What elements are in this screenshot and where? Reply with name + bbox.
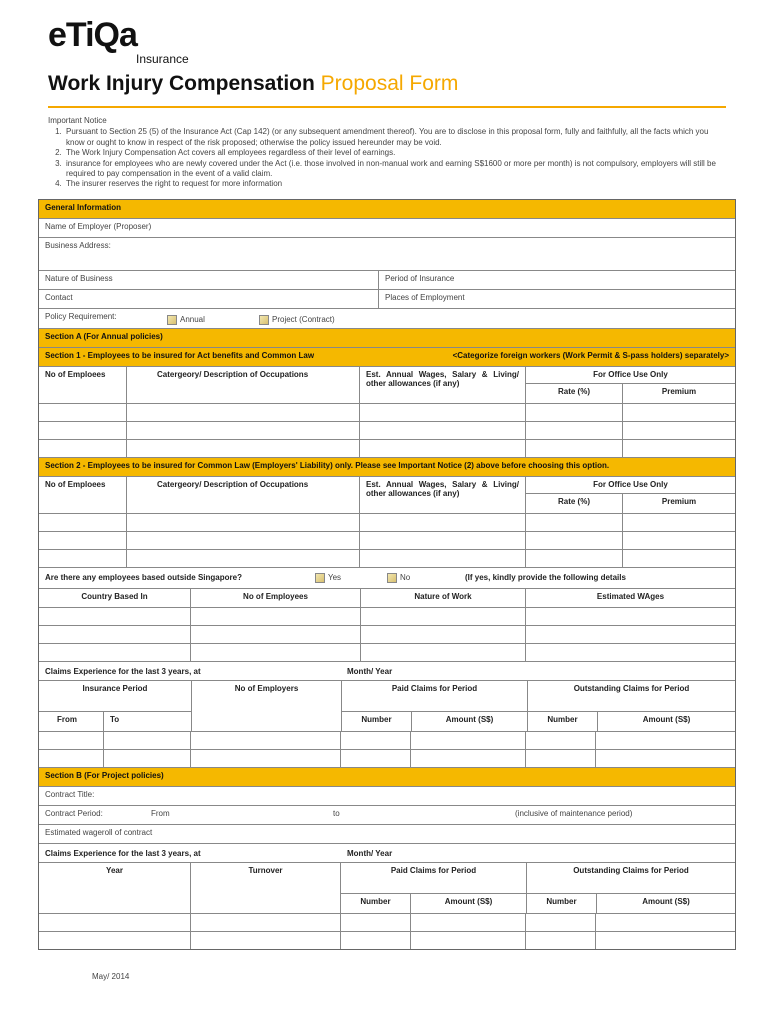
important-notice [48,116,718,190]
col-out-number: Number [527,894,597,913]
col-outstanding-claims: Outstanding Claims for Period [528,681,735,712]
table-row[interactable] [39,532,735,550]
table-row[interactable] [39,404,735,422]
table-row[interactable] [39,626,735,644]
notice-item: 1. Pursuant to Section 25 (5) of the Insurance Act (Cap 142) (or any subsequent amendment thereof). You are to disclose in this proposal form, fully and faithfully, all the facts which you know or ought to know in respect of the risk proposed; otherwise the policy issued hereunder may be void. [64,127,718,148]
claims-experience-label: Claims Experience for the last 3 years, at [45,849,201,858]
table-row[interactable] [39,932,735,949]
table-row[interactable] [39,440,735,458]
wageroll-field[interactable]: Estimated wageroll of contract [45,828,153,837]
yes-label: Yes [328,573,342,583]
col-paid-claims: Paid Claims for Period [342,681,527,712]
outstanding-claims-group [528,681,735,731]
col-description: Catergeory/ Description of Occupations [127,367,360,403]
section-a-heading: Section A (For Annual policies) [39,329,735,347]
col-to: To [110,715,120,724]
col-description: Catergeory/ Description of Occupations [127,477,360,513]
title-divider [48,106,726,108]
title-part1: Work Injury Compensation [48,72,321,95]
office-use-group [526,477,735,513]
outside-no-option[interactable] [381,568,459,588]
col-rate: Rate (%) [526,494,623,513]
col-office-use: For Office Use Only [526,367,735,384]
section-1-heading [39,348,735,366]
notice-item: 2. The Work Injury Compensation Act covers all employees regardless of their level of earnings. [64,148,718,158]
month-year-label: Month/ Year [347,667,393,676]
no-checkbox[interactable] [387,573,397,583]
col-paid-number: Number [341,894,411,913]
yes-checkbox[interactable] [315,573,325,583]
table-row[interactable] [39,550,735,568]
contact-field[interactable]: Contact [39,290,379,308]
project-label: Project (Contract) [272,315,335,325]
title-part2: Proposal Form [320,72,459,95]
col-country: Country Based In [39,589,191,607]
col-paid-amount: Amount (S$) [444,897,493,906]
paid-claims-group [342,681,528,731]
inclusive-note: (inclusive of maintenance period) [515,809,633,818]
col-from: From [39,712,104,731]
col-outstanding-claims: Outstanding Claims for Period [527,863,735,894]
table-row[interactable] [39,914,735,932]
general-info-heading: General Information [39,200,735,218]
page-title [48,72,458,96]
no-label: No [400,573,411,583]
table-row[interactable] [39,514,735,532]
section-1-note: <Categorize foreign workers (Work Permit & S-pass holders) separately> [452,351,729,360]
section-1-title: Section 1 - Employees to be insured for Act benefits and Common Law [45,351,315,360]
claims-experience-label: Claims Experience for the last 3 years, at [45,667,201,676]
col-no-employers: No of Employers [192,681,342,731]
etiqa-logo [48,16,189,66]
col-wages: Est. Annual Wages, Salary & Living/ other allowances (if any) [360,477,526,513]
business-address-field[interactable]: Business Address: [45,241,111,250]
contract-period-label: Contract Period: [45,809,103,818]
col-estimated-wages: Estimated WAges [596,592,665,601]
outside-yes-option[interactable] [309,568,381,588]
contract-to-field[interactable]: to [333,809,340,818]
col-paid-number: Number [342,712,412,731]
table-row[interactable] [39,750,735,768]
nature-of-business-field[interactable]: Nature of Business [39,271,379,289]
project-option[interactable] [253,309,341,328]
places-of-employment-field[interactable]: Places of Employment [385,293,465,302]
employer-name-field[interactable]: Name of Employer (Proposer) [45,222,152,231]
footer-date: May/ 2014 [92,972,130,981]
table-row[interactable] [39,608,735,626]
policy-requirement-label: Policy Requirement: [45,312,117,321]
contract-from-field[interactable]: From [151,809,170,818]
col-no-employees: No of Emploees [39,367,127,403]
col-office-use: For Office Use Only [526,477,735,494]
office-use-group [526,367,735,403]
col-out-number: Number [528,712,598,731]
notice-item: 3. insurance for employees who are newly covered under the Act (i.e. those involved in non-manual work and earning S$1600 or more per month) is not compulsory, employers will still be required to pay compensation in the event of a valid claim. [64,159,718,180]
project-checkbox[interactable] [259,315,269,325]
col-turnover: Turnover [191,863,341,913]
col-year: Year [39,863,191,913]
notice-item: 4. The insurer reserves the right to request for more information [64,179,718,189]
outside-note: (If yes, kindly provide the following details [465,573,626,582]
outside-singapore-question: Are there any employees based outside Singapore? [45,573,242,582]
col-out-amount: Amount (S$) [642,897,690,906]
col-num-employees: No of Employees [191,589,361,607]
paid-claims-group [341,863,527,913]
col-wages: Est. Annual Wages, Salary & Living/ other allowances (if any) [360,367,526,403]
proposal-form [38,199,736,950]
col-premium: Premium [661,497,697,506]
col-paid-claims: Paid Claims for Period [341,863,526,894]
table-row[interactable] [39,732,735,750]
col-insurance-period: Insurance Period [39,681,191,712]
annual-label: Annual [180,315,205,325]
col-paid-amount: Amount (S$) [445,715,494,724]
logo-subtitle: Insurance [136,52,189,66]
contract-title-field[interactable]: Contract Title: [45,790,95,799]
annual-option[interactable] [161,309,253,328]
insurance-period-group [39,681,192,731]
month-year-label: Month/ Year [347,849,393,858]
col-premium: Premium [661,387,697,396]
annual-checkbox[interactable] [167,315,177,325]
section-2-heading: Section 2 - Employees to be insured for Common Law (Employers' Liability) only. Please see Important Notice (2) above before choosing this option. [39,458,735,476]
col-rate: Rate (%) [526,384,623,403]
col-no-employees: No of Emploees [39,477,127,513]
table-row[interactable] [39,644,735,662]
col-nature-of-work: Nature of Work [361,589,526,607]
col-out-amount: Amount (S$) [642,715,691,724]
outstanding-claims-group [527,863,735,913]
section-b-heading: Section B (For Project policies) [39,768,735,786]
notice-heading: Important Notice [48,116,107,125]
logo-wordmark: eTiQa [48,16,137,54]
period-of-insurance-field[interactable]: Period of Insurance [385,274,455,283]
table-row[interactable] [39,422,735,440]
